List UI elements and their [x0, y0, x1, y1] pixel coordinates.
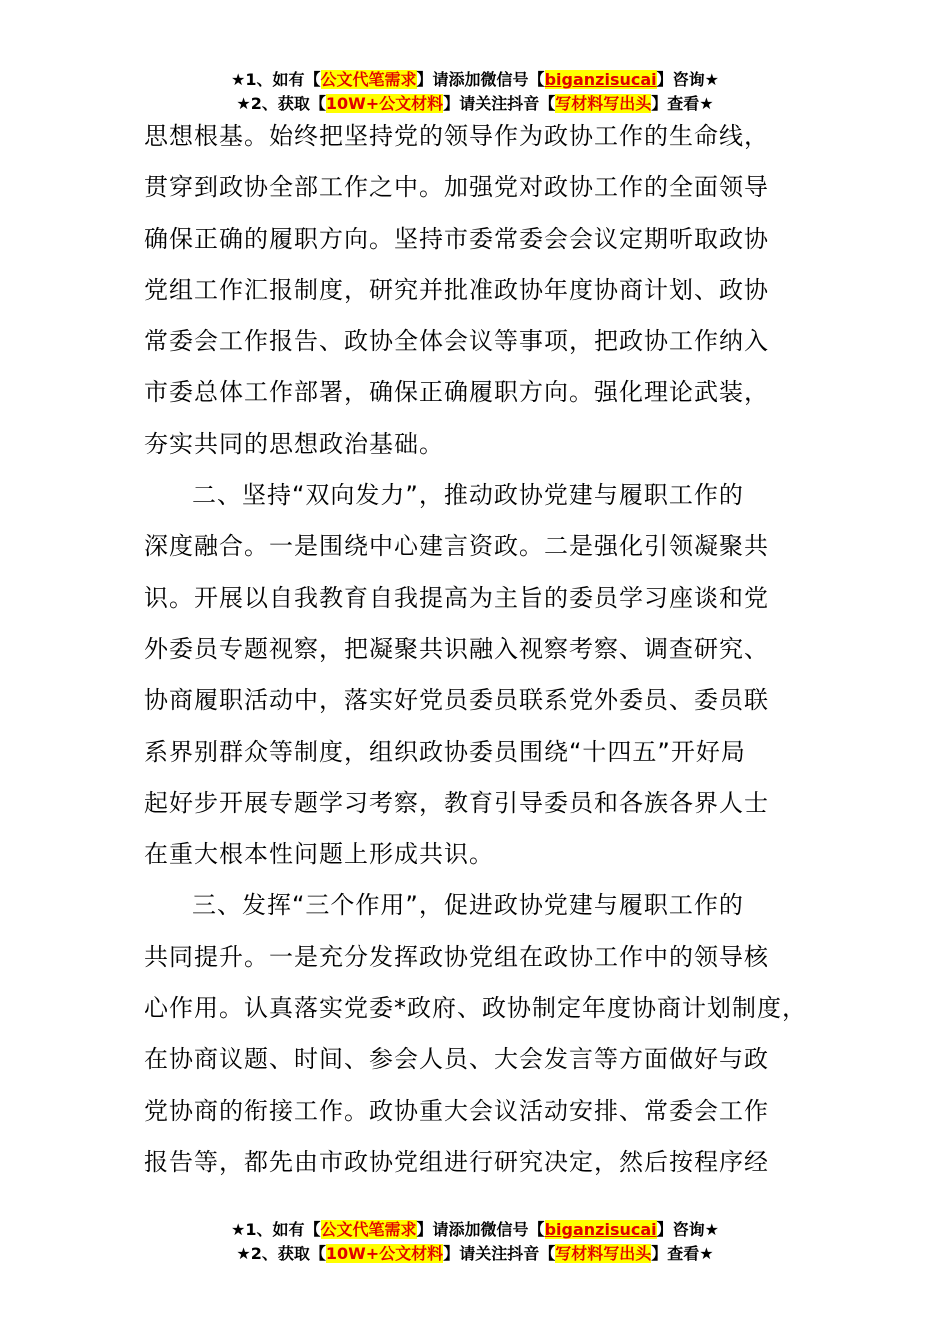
highlight-writing-service: 公文代笔需求 — [320, 70, 417, 89]
bottom-promo-banner — [0, 1218, 950, 1266]
promo-line-2: ★2、获取【10W+公文材料】请关注抖音【写材料写出头】查看★ — [236, 1244, 714, 1263]
highlight-materials: 10W+公文材料 — [325, 94, 444, 113]
body-line: 常委会工作报告、政协全体会议等事项，把政协工作纳入 — [144, 327, 769, 356]
body-line: 深度融合。一是围绕中心建言资政。二是强化引领凝聚共 — [144, 532, 769, 561]
body-line: 确保正确的履职方向。坚持市委常委会会议定期听取政协 — [144, 224, 769, 253]
body-line: 共同提升。一是充分发挥政协党组在政协工作中的领导核 — [144, 942, 769, 971]
body-line: 贯穿到政协全部工作之中。加强党对政协工作的全面领导 — [144, 173, 769, 202]
highlight-douyin-account: 写材料写出头 — [555, 94, 652, 113]
highlight-douyin-account: 写材料写出头 — [555, 1244, 652, 1263]
wechat-id-link[interactable]: biganzisucai — [544, 1220, 657, 1239]
body-line: 识。开展以自我教育自我提高为主旨的委员学习座谈和党 — [144, 583, 769, 612]
body-line: 协商履职活动中，落实好党员委员联系党外委员、委员联 — [144, 686, 769, 715]
body-line: 起好步开展专题学习考察，教育引导委员和各族各界人士 — [144, 788, 769, 817]
body-line: 市委总体工作部署，确保正确履职方向。强化理论武装， — [144, 378, 769, 407]
body-line: 夯实共同的思想政治基础。 — [144, 429, 444, 458]
body-line: 外委员专题视察，把凝聚共识融入视察考察、调查研究、 — [144, 634, 769, 663]
top-promo-banner — [0, 68, 950, 116]
promo-line-1: ★1、如有【公文代笔需求】请添加微信号【biganzisucai】咨询★ — [231, 1220, 719, 1239]
document-body — [144, 111, 834, 1188]
section-heading-line: 二、坚持“双向发力”，推动政协党建与履职工作的 — [192, 481, 744, 510]
body-line: 报告等，都先由市政协党组进行研究决定，然后按程序经 — [144, 1147, 769, 1176]
body-line: 党协商的衔接工作。政协重大会议活动安排、常委会工作 — [144, 1096, 769, 1125]
body-line: 系界别群众等制度，组织政协委员围绕“十四五”开好局 — [144, 737, 746, 766]
section-heading-line: 三、发挥“三个作用”，促进政协党建与履职工作的 — [192, 891, 744, 920]
body-line: 在协商议题、时间、参会人员、大会发言等方面做好与政 — [144, 1045, 769, 1074]
body-line: 在重大根本性问题上形成共识。 — [144, 840, 494, 869]
body-line: 心作用。认真落实党委*政府、政协制定年度协商计划制度， — [144, 994, 807, 1023]
promo-line-1: ★1、如有【公文代笔需求】请添加微信号【biganzisucai】咨询★ — [231, 70, 719, 89]
promo-line-2: ★2、获取【10W+公文材料】请关注抖音【写材料写出头】查看★ — [236, 94, 714, 113]
body-line: 思想根基。始终把坚持党的领导作为政协工作的生命线， — [144, 122, 769, 150]
wechat-id-link[interactable]: biganzisucai — [544, 70, 657, 89]
highlight-materials: 10W+公文材料 — [325, 1244, 444, 1263]
highlight-writing-service: 公文代笔需求 — [320, 1220, 417, 1239]
body-line: 党组工作汇报制度，研究并批准政协年度协商计划、政协 — [144, 275, 769, 304]
